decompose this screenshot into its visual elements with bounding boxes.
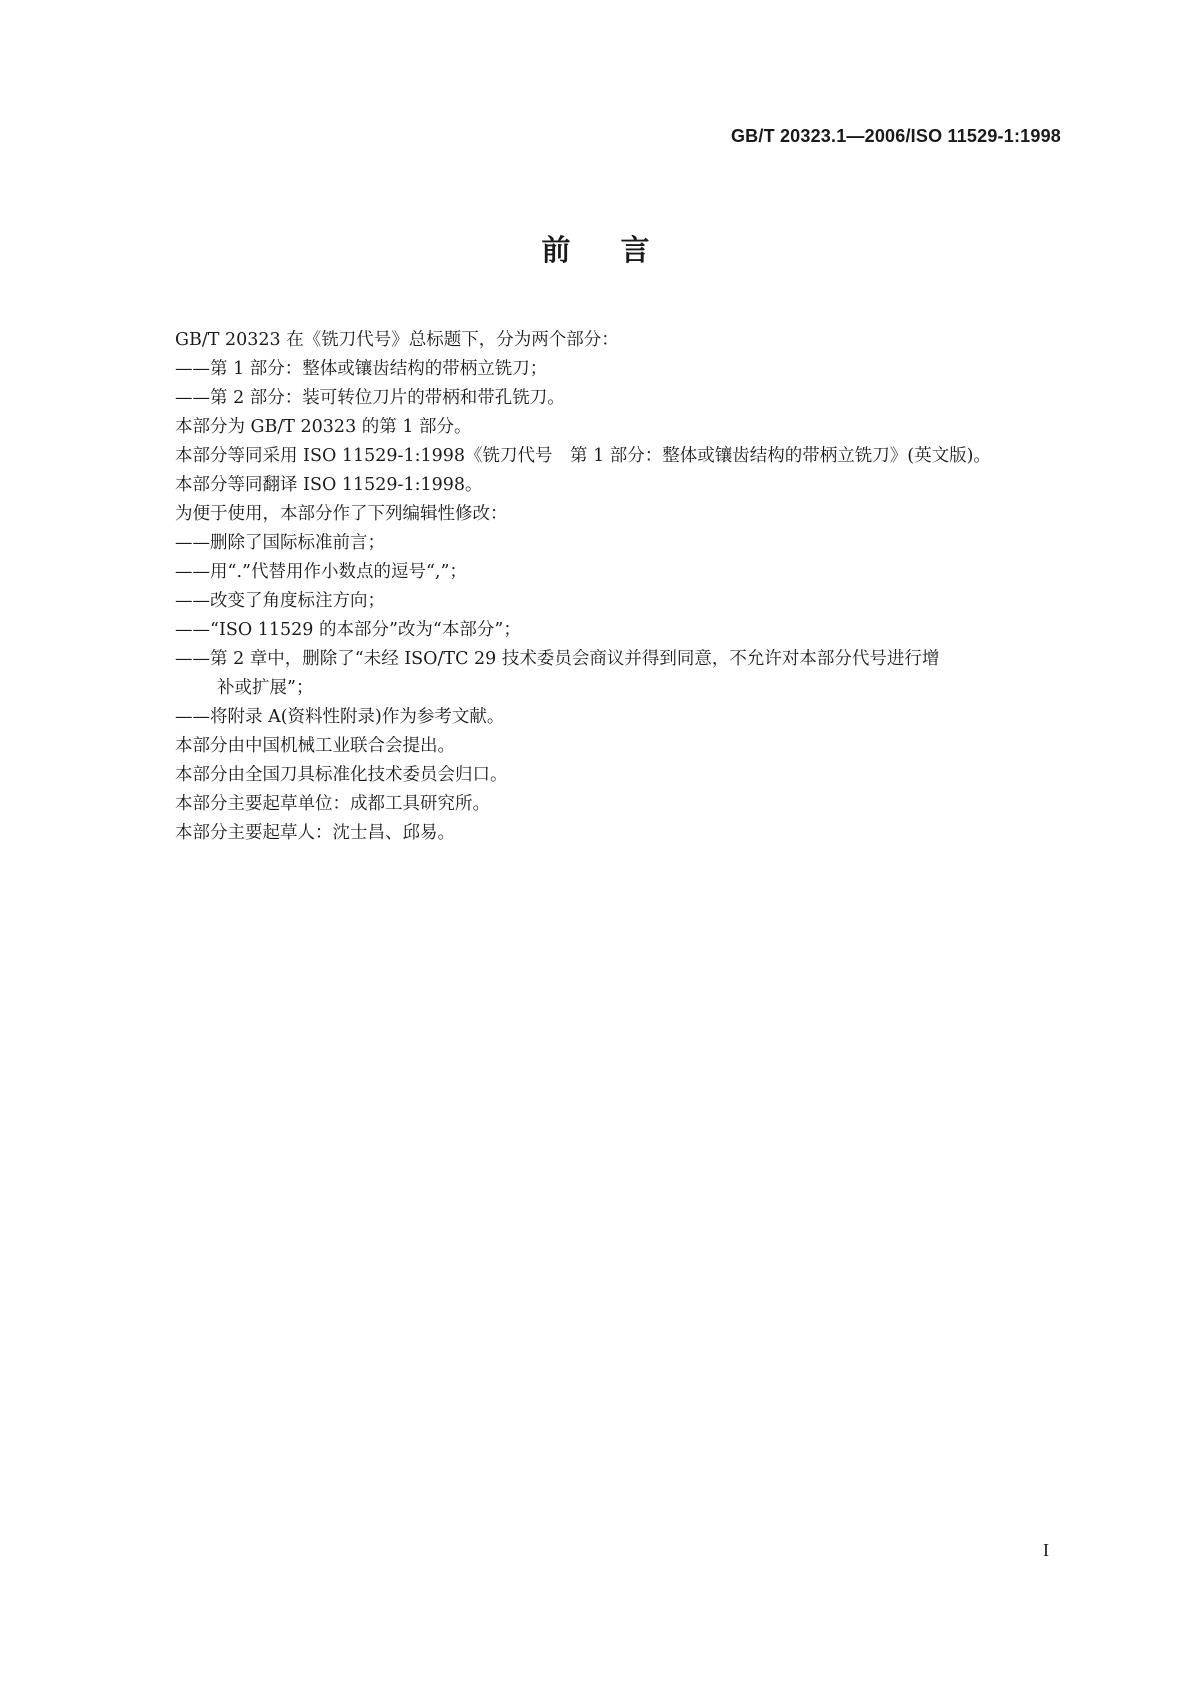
paragraph: 本部分主要起草人：沈士昌、邱易。 (175, 823, 455, 843)
paragraph: 本部分主要起草单位：成都工具研究所。 (175, 794, 490, 814)
list-item: ——改变了角度标注方向； (175, 591, 385, 611)
list-item-continuation: 补或扩展”； (217, 678, 314, 698)
list-item-multiline (132, 645, 1062, 703)
paragraph: 本部分等同翻译 ISO 11529-1:1998。 (175, 475, 483, 495)
list-item: ——第 2 部分：装可转位刀片的带柄和带孔铣刀。 (175, 388, 565, 408)
list-item: ——删除了国际标准前言； (175, 533, 385, 553)
list-item-line: ——第 2 章中，删除了“未经 ISO/TC 29 技术委员会商议并得到同意，不允许对本部分代号进行增 (175, 649, 940, 669)
paragraph: 本部分由中国机械工业联合会提出。 (175, 736, 455, 756)
list-item: ——将附录 A(资料性附录)作为参考文献。 (175, 707, 505, 727)
page-number: I (1043, 1540, 1049, 1560)
paragraph: 为便于使用，本部分作了下列编辑性修改： (175, 504, 508, 524)
standard-code: GB/T 20323.1—2006/ISO 11529-1:1998 (730, 126, 1061, 146)
list-item: ——第 1 部分：整体或镶齿结构的带柄立铣刀； (175, 359, 548, 379)
foreword-body (132, 326, 1062, 848)
paragraph-adoption: 本部分等同采用 ISO 11529-1:1998《铣刀代号 第 1 部分：整体或镶齿结构的带柄立铣刀》(英文版)。 (175, 446, 991, 466)
paragraph: 本部分由全国刀具标准化技术委员会归口。 (175, 765, 508, 785)
paragraph: 本部分为 GB/T 20323 的第 1 部分。 (175, 417, 472, 437)
list-item: ——用“.”代替用作小数点的逗号“,”； (175, 562, 467, 582)
page-title: 前言 (541, 233, 700, 267)
paragraph: GB/T 20323 在《铣刀代号》总标题下，分为两个部分： (175, 330, 619, 350)
list-item: ——“ISO 11529 的本部分”改为“本部分”； (175, 620, 521, 640)
